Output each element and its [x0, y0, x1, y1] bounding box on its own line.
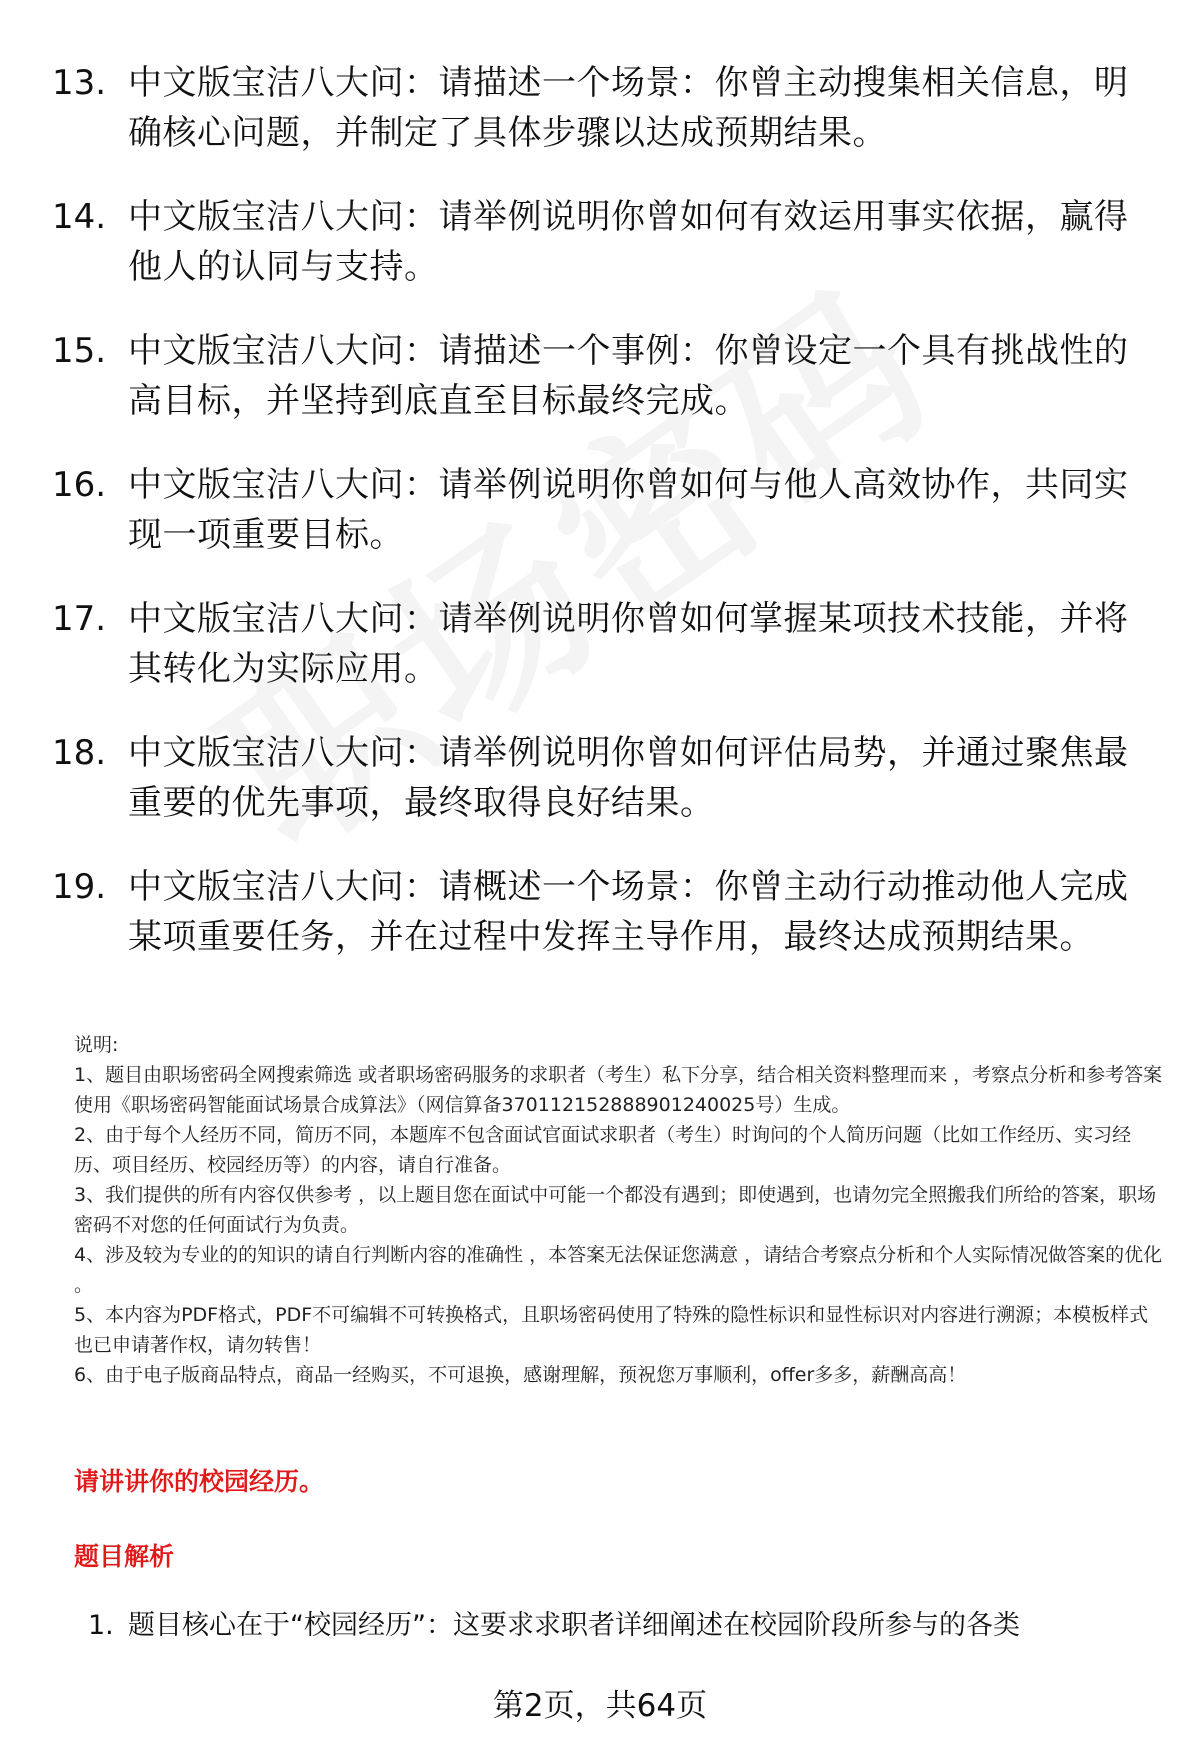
- notes-section: [74, 1030, 1164, 1390]
- question-list: [52, 58, 1152, 996]
- question-item: [52, 326, 1152, 426]
- question-item: [52, 460, 1152, 560]
- question-number: 17.: [52, 599, 107, 639]
- note-item: 4、涉及较为专业的的知识的请自行判断内容的准确性 ，本答案无法保证您满意 ，请结合考察点分析和个人实际情况做答案的优化 。: [74, 1244, 1163, 1296]
- question-item: [52, 728, 1152, 828]
- analysis-heading: 题目解析: [74, 1542, 175, 1571]
- question-item: [52, 58, 1152, 158]
- page-footer: 第2页，共64页: [492, 1688, 708, 1724]
- note-item: 5、本内容为PDF格式，PDF不可编辑不可转换格式，且职场密码使用了特殊的隐性标识和显性标识对内容进行溯源；本模板样式也已申请著作权，请勿转售！: [74, 1304, 1149, 1356]
- question-number: 13.: [52, 63, 107, 103]
- question-text: 中文版宝洁八大问：请举例说明你曾如何有效运用事实依据，赢得他人的认同与支持。: [128, 197, 1129, 287]
- question-text: 中文版宝洁八大问：请举例说明你曾如何掌握某项技术技能，并将其转化为实际应用。: [128, 599, 1129, 689]
- question-number: 18.: [52, 733, 107, 773]
- question-item: [52, 594, 1152, 694]
- notes-title: 说明:: [74, 1034, 119, 1056]
- note-item: 2、由于每个人经历不同，简历不同，本题库不包含面试官面试求职者（考生）时询问的个人简历问题（比如工作经历、实习经历、项目经历、校园经历等）的内容，请自行准备。: [74, 1124, 1132, 1176]
- question-item: [52, 862, 1152, 962]
- question-text: 中文版宝洁八大问：请举例说明你曾如何与他人高效协作，共同实现一项重要目标。: [128, 465, 1129, 555]
- question-number: 15.: [52, 331, 107, 371]
- note-item: 3、我们提供的所有内容仅供参考 ，以上题目您在面试中可能一个都没有遇到；即使遇到，也请勿完全照搬我们所给的答案，职场密码不对您的任何面试行为负责。: [74, 1184, 1157, 1236]
- question-text: 中文版宝洁八大问：请描述一个场景：你曾主动搜集相关信息，明确核心问题，并制定了具体步骤以达成预期结果。: [128, 63, 1129, 153]
- analysis-number: 1.: [88, 1610, 114, 1641]
- note-item: 6、由于电子版商品特点，商品一经购买，不可退换，感谢理解，预祝您万事顺利，offer多多，薪酬高高！: [74, 1364, 967, 1386]
- analysis-item: [88, 1606, 1158, 1646]
- question-text: 中文版宝洁八大问：请描述一个事例：你曾设定一个具有挑战性的高目标，并坚持到底直至目标最终完成。: [128, 331, 1129, 421]
- question-number: 19.: [52, 867, 107, 907]
- question-item: [52, 192, 1152, 292]
- note-item: 1、题目由职场密码全网搜索筛选 或者职场密码服务的求职者（考生）私下分享，结合相关资料整理而来 ，考察点分析和参考答案使用《职场密码智能面试场景合成算法》（网信算备370112152888901240025号）生成。: [74, 1064, 1163, 1116]
- question-number: 16.: [52, 465, 107, 505]
- question-title: 请讲讲你的校园经历。: [74, 1467, 325, 1496]
- question-text: 中文版宝洁八大问：请概述一个场景：你曾主动行动推动他人完成某项重要任务，并在过程中发挥主导作用，最终达成预期结果。: [128, 867, 1129, 957]
- analysis-text: 题目核心在于“校园经历”：这要求求职者详细阐述在校园阶段所参与的各类: [128, 1610, 1020, 1641]
- question-text: 中文版宝洁八大问：请举例说明你曾如何评估局势，并通过聚焦最重要的优先事项，最终取得良好结果。: [128, 733, 1129, 823]
- question-number: 14.: [52, 197, 107, 237]
